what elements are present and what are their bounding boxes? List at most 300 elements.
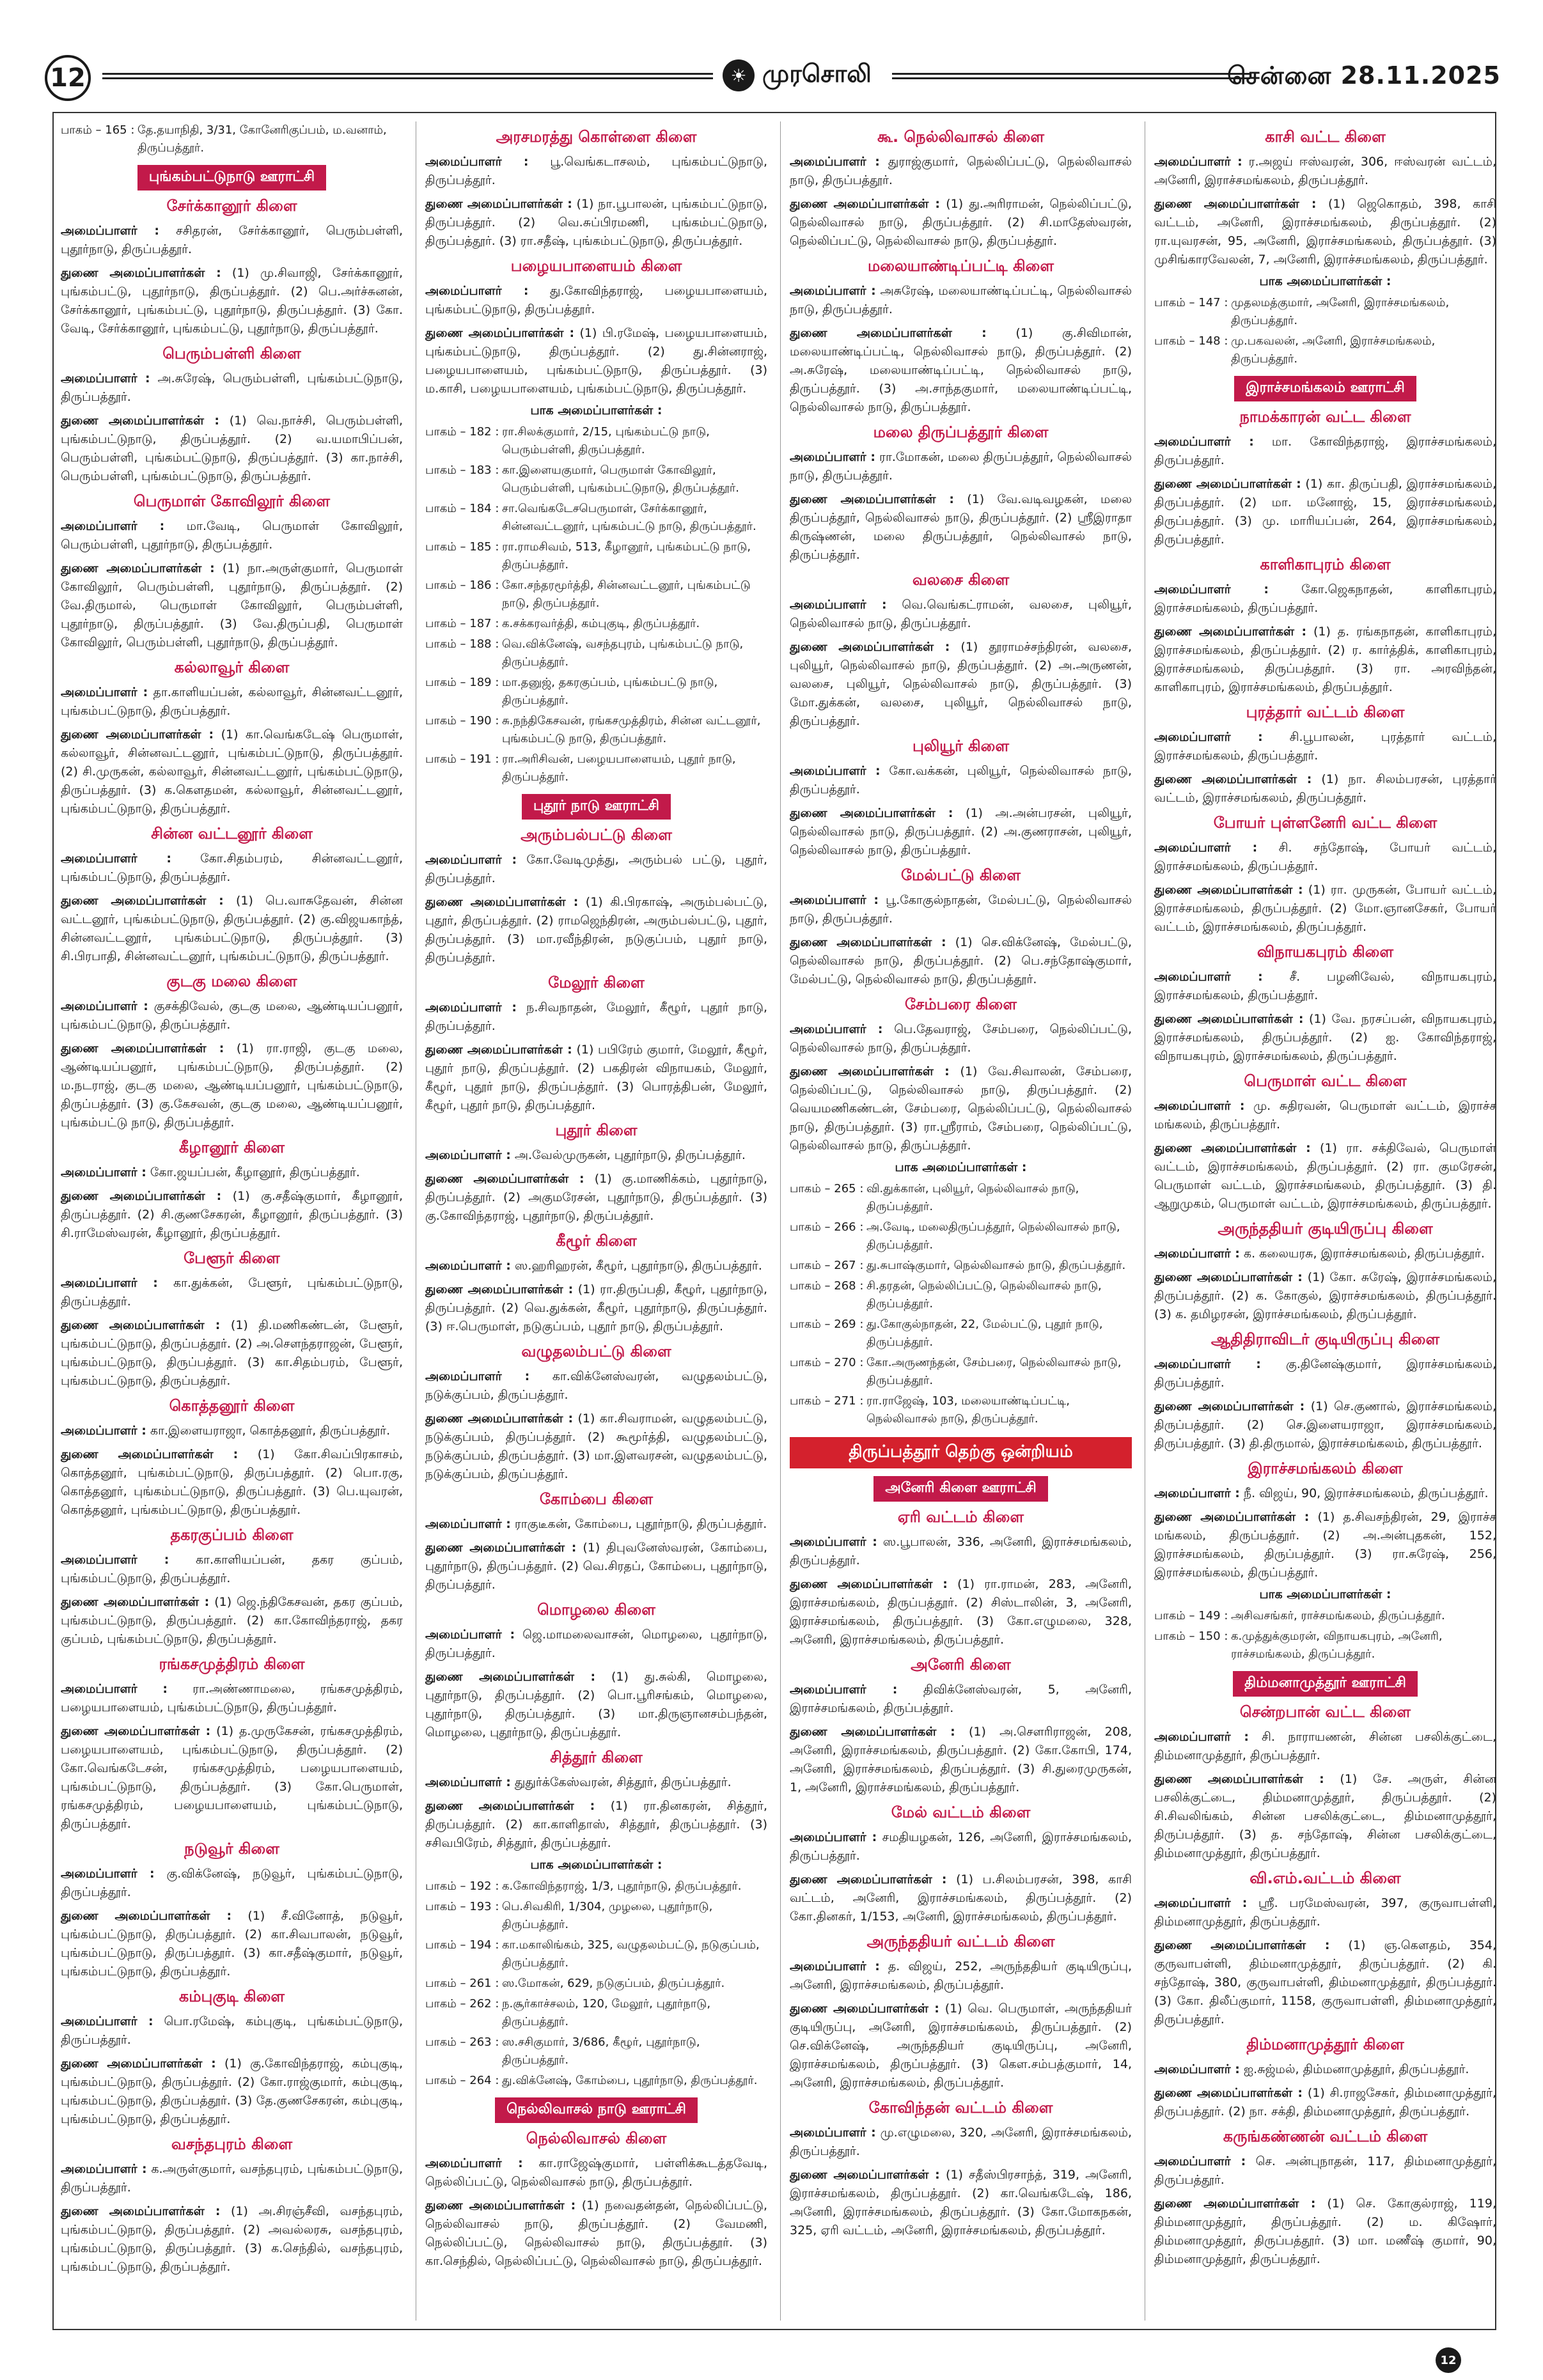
- office-bearer-entry: [1154, 1484, 1496, 1503]
- member-details: (1) அ.சௌரிராஜன், 208, அனேரி, இராச்சமங்கலம், திருப்பத்தூர். (2) கோ.கோபி, 174, அனேரி, இராச்சமங்கலம், திருப்பத்தூர். (3) சி.துரைமுருகன், 1, அனேரி, இராச்சமங்கலம், திருப்பத்தூர்.: [790, 1725, 1132, 1794]
- office-bearer-entry: [790, 153, 1132, 190]
- office-bearer-entry: [61, 559, 403, 652]
- booth-entry: [1154, 1628, 1496, 1663]
- office-bearer-entry: [790, 891, 1132, 928]
- booth-agent-details: கா.இளையகுமார், பெருமாள் கோவிலூர், பெரும்பள்ளி, புங்கம்பட்டுநாடு, திருப்பத்தூர்.: [502, 463, 739, 495]
- office-bearer-entry: [61, 1445, 403, 1520]
- member-details: ரா.மோகன், மலை திருப்பத்தூர், நெல்லிவாசல் நாடு, திருப்பத்தூர்.: [790, 450, 1132, 483]
- office-bearer-entry: [425, 1797, 767, 1853]
- branch-title: அனேரி கிளை: [911, 1656, 1011, 1674]
- office-bearer-entry: [61, 1422, 403, 1440]
- office-bearer-entry: [425, 324, 767, 398]
- office-bearer-entry: [790, 195, 1132, 251]
- branch-title: நாமக்காரன் வட்ட கிளை: [1239, 408, 1411, 426]
- role-label: அமைப்பாளர் :: [425, 1369, 530, 1383]
- office-bearer-entry: [1154, 1268, 1496, 1324]
- role-label: அமைப்பாளர் :: [61, 852, 171, 866]
- booth-number: பாகம் – 191 :: [425, 752, 499, 766]
- office-bearer-entry: [1154, 1397, 1496, 1453]
- member-details: ஜெ.மாமலைவாசன், மொழலை, புதூர்நாடு, திருப்பத்தூர்.: [425, 1628, 767, 1660]
- booth-number: பாகம் – 190 :: [425, 714, 499, 727]
- member-details: (1) பி.ரமேஷ், பழையபாளையம், புங்கம்பட்டுநாடு, திருப்பத்தூர். (2) து.சின்னராஜ், பழையபாளையம், புங்கம்பட்டுநாடு, திருப்பத்தூர். (3) ம.காசி, பழையபாளையம், புங்கம்பட்டுநாடு, திருப்பத்தூர்.: [425, 326, 767, 396]
- role-label: அமைப்பாளர் :: [61, 1276, 158, 1290]
- booth-number: பாகம் – 186 :: [425, 579, 499, 592]
- office-bearer-entry: [425, 2197, 767, 2271]
- role-label: துணை அமைப்பாளர்கள் :: [425, 895, 579, 909]
- role-label: துணை அமைப்பாளர்கள் :: [61, 1724, 211, 1738]
- branch-title: சென்றபான் வட்ட கிளை: [1239, 1703, 1411, 1721]
- rising-sun-logo-icon: ☀: [723, 59, 755, 91]
- booth-entry: [425, 538, 767, 574]
- role-label: அமைப்பாளர் :: [425, 1148, 511, 1162]
- office-bearer-entry: [61, 1274, 403, 1311]
- office-bearer-entry: [790, 762, 1132, 799]
- role-label: அமைப்பாளர் :: [1154, 435, 1254, 449]
- member-details: (1) அ.அன்பரசன், புலியூர், நெல்லிவாசல் நாடு, திருப்பத்தூர். (2) அ.குணராசன், புலியூர், நெல்லிவாசல் நாடு, திருப்பத்தூர்.: [790, 806, 1132, 857]
- role-label: துணை அமைப்பாளர்கள் :: [61, 894, 224, 908]
- office-bearer-entry: [425, 1041, 767, 1115]
- office-bearer-entry: [1154, 881, 1496, 937]
- office-bearer-entry: [790, 638, 1132, 731]
- member-details: (1) திபுவனேஸ்வரன், கோம்பை, புதூர்நாடு, திருப்பத்தூர். (2) வெ.சிரதப், கோம்பை, புதூர்நாடு, திருப்பத்தூர்.: [425, 1541, 767, 1592]
- booth-number: பாகம் – 185 :: [425, 540, 499, 554]
- booth-agent-details: க.முத்துக்குமரன், விநாயகபுரம், அனேரி, ராச்சமங்கலம், திருப்பத்தூர்.: [1231, 1629, 1443, 1661]
- booth-agent-details: மா.தனுஜ், தகரகுப்பம், புங்கம்பட்டு நாடு, திருப்பத்தூர்.: [502, 676, 718, 707]
- office-bearer-entry: [790, 1871, 1132, 1926]
- branch-title: புதூர் கிளை: [555, 1121, 638, 1139]
- member-details: ஸ.பூபாலன், 336, அனேரி, இராச்சமங்கலம், திருப்பத்தூர்.: [790, 1535, 1132, 1567]
- branch-title: ரங்கசமுத்திரம் கிளை: [159, 1655, 305, 1673]
- branch-title: பெருமாள் வட்ட கிளை: [1244, 1072, 1407, 1090]
- branch-title: நெல்லிவாசல் கிளை: [526, 2129, 667, 2147]
- branch-title: விநாயகபுரம் கிளை: [1257, 943, 1394, 961]
- role-label: அமைப்பாளர் :: [61, 519, 165, 533]
- member-details: (1) கு.கோவிந்தராஜ், கம்புகுடி, புங்கம்பட்டுநாடு, திருப்பத்தூர். (2) கோ.ராஜ்குமார், கம்புகுடி, புங்கம்பட்டுநாடு, திருப்பத்தூர். (3) தே.குணசேகரன், கம்புகுடி, புங்கம்பட்டுநாடு, திருப்பத்தூர்.: [61, 2057, 403, 2126]
- booth-agent-details: ஸ.மோகன், 629, நடுகுப்பம், திருப்பத்தூர்.: [502, 1977, 725, 1990]
- booth-agent-details: கோ.சந்தரமூர்த்தி, சின்னவட்டனூர், புங்கம்பட்டு நாடு, திருப்பத்தூர்.: [502, 579, 751, 610]
- office-bearer-entry: [425, 851, 767, 888]
- role-label: அமைப்பாளர் :: [790, 2126, 876, 2140]
- branch-title: கருங்கண்ணன் வட்டம் கிளை: [1223, 2127, 1428, 2145]
- role-label: அமைப்பாளர் :: [1154, 841, 1258, 855]
- member-details: கா.விக்னேஸ்வரன், வழுதலம்பட்டு, நடுக்குப்பம், திருப்பத்தூர்.: [425, 1369, 767, 1402]
- booth-entry: [425, 577, 767, 612]
- booth-number: பாகம் – 187 :: [425, 617, 499, 630]
- member-details: அசுரேஷ், மலையாண்டிப்பட்டி, நெல்லிவாசல் நாடு, திருப்பத்தூர்.: [790, 284, 1132, 316]
- role-label: அமைப்பாளர் :: [1154, 730, 1263, 744]
- member-details: கா.துக்கன், பேளூர், புங்கம்பட்டுநாடு, திருப்பத்தூர்.: [61, 1276, 403, 1309]
- member-details: சி. சந்தோஷ், போயர் வட்டம், இராச்சமங்கலம், திருப்பத்தூர்.: [1154, 841, 1496, 873]
- role-label: துணை அமைப்பாளர்கள் :: [61, 1318, 221, 1332]
- role-label: அமைப்பாளர் :: [425, 1628, 515, 1642]
- branch-title: மலை திருப்பத்தூர் கிளை: [873, 423, 1049, 441]
- branch-title: கொத்தனூர் கிளை: [169, 1397, 295, 1415]
- office-bearer-entry: [61, 997, 403, 1034]
- booth-agent-details: து.விக்னேஷ், கோம்பை, புதூர்நாடு, திருப்பத்தூர்.: [502, 2074, 758, 2087]
- booth-agents-heading: பாக அமைப்பாளர்கள் :: [1259, 1587, 1391, 1601]
- role-label: துணை அமைப்பாளர்கள் :: [790, 197, 940, 211]
- role-label: அமைப்பாளர் :: [1154, 155, 1242, 169]
- booth-entry: [425, 615, 767, 633]
- branch-title: சேம்பரை கிளை: [905, 995, 1017, 1013]
- booth-entry: [425, 1898, 767, 1934]
- member-details: ஸ.ஹரிஹரன், கீழூர், புதூர்நாடு, திருப்பத்தூர்.: [514, 1259, 762, 1273]
- role-label: துணை அமைப்பாளர்கள் :: [1154, 2086, 1303, 2100]
- column-2: [425, 121, 767, 2321]
- branch-title: கல்லாவூர் கிளை: [174, 658, 290, 676]
- office-bearer-entry: [1154, 1728, 1496, 1765]
- page-header: [45, 52, 1501, 97]
- role-label: துணை அமைப்பாளர்கள் :: [1154, 1510, 1310, 1524]
- booth-number: பாகம் – 262 :: [425, 1997, 499, 2011]
- booth-entry: [425, 712, 767, 748]
- member-details: (1) நா.பூபாலன், புங்கம்பட்டுநாடு, திருப்பத்தூர். (2) வெ.சுப்பிரமணி, புங்கம்பட்டுநாடு, திருப்பத்தூர். (3) ரா.சதீஷ், புங்கம்பட்டுநாடு, திருப்பத்தூர்.: [425, 197, 767, 248]
- booth-number: பாகம் – 184 :: [425, 502, 499, 515]
- member-details: (1) கி.பிரகாஷ், அரும்பல்பட்டு, புதூர், திருப்பத்தூர். (2) ராமஜெந்திரன், அரும்பல்பட்டு, புதூர், திருப்பத்தூர். (3) மா.ரவீந்திரன், நடுகுப்பம், புதூர் நாடு, திருப்பத்தூர்.: [425, 895, 767, 965]
- member-details: கோ.ஜயப்பன், கீழானூர், திருப்பத்தூர்.: [150, 1165, 360, 1179]
- member-details: (1) சே. அருள், சின்ன பசலிக்குட்டை, திம்மனாமுத்தூர், திருப்பத்தூர். (2) சி.சிவலிங்கம், சின்ன பசலிக்குட்டை, திம்மனாமுத்தூர், திருப்பத்தூர். (3) த. சந்தோஷ், சின்ன பசலிக்குட்டை, திம்மனாமுத்தூர், திருப்பத்தூர்.: [1154, 1772, 1496, 1860]
- member-details: (1) சதீஸ்பிரசாந்த், 319, அனேரி, இராச்சமங்கலம், திருப்பத்தூர். (2) கா.வெங்கடேஷ், 186, அனேரி, இராச்சமங்கலம், திருப்பத்தூர். (3) கோ.மோகநகன், 325, ஏரி வட்டம், அனேரி, இராச்சமங்கலம், திருப்பத்தூர்.: [790, 2168, 1132, 2237]
- member-details: ர.அஜய் ஈஸ்வரன், 306, ஈஸ்வரன் வட்டம், அனேரி, இராச்சமங்கலம், திருப்பத்தூர்.: [1154, 155, 1496, 187]
- branch-title: பெரும்பள்ளி கிளை: [162, 345, 301, 362]
- branch-title: மேலூர் கிளை: [548, 974, 645, 992]
- office-bearer-entry: [61, 517, 403, 554]
- booth-agent-details: ஸ.சசிகுமார், 3/686, கீழூர், புதூர்நாடு, திருப்பத்தூர்.: [502, 2035, 700, 2067]
- role-label: அமைப்பாளர் :: [790, 893, 879, 907]
- header-rule-right: [892, 73, 1250, 79]
- panchayat-banner: புங்கம்பட்டுநாடு ஊராட்சி: [137, 165, 326, 191]
- office-bearer-entry: [790, 596, 1132, 633]
- branch-title: வலசை கிளை: [912, 571, 1010, 589]
- member-details: (1) வே. நரசப்பன், விநாயகபுரம், இராச்சமங்கலம், திருப்பத்தூர். (2) ஐ. கோவிந்தராஜ், விநாயகபுரம், இராச்சமங்கலம், திருப்பத்தூர்.: [1154, 1012, 1496, 1063]
- column-3: [790, 121, 1132, 2321]
- member-details: நீ. விஜய், 90, இராச்சமங்கலம், திருப்பத்தூர்.: [1243, 1486, 1489, 1500]
- booth-agent-details: ந.சூர்காச்சலம், 120, மேலூர், புதூர்நாடு, திருப்பத்தூர்.: [502, 1997, 711, 2028]
- member-details: (1) த.சிவசந்திரன், 29, இராச்ச மங்கலம், திருப்பத்தூர். (2) அ.அன்புதகன், 152, இராச்சமங்கலம், திருப்பத்தூர். (3) ரா.சுரேஷ், 256, இராச்சமங்கலம், திருப்பத்தூர்.: [1154, 1510, 1496, 1580]
- branch-title: திம்மனாமுத்தூர் கிளை: [1246, 2035, 1404, 2053]
- office-bearer-entry: [61, 892, 403, 966]
- branch-title: காசி வட்ட கிளை: [1265, 128, 1386, 146]
- booth-agent-details: சு.நந்திகேசவன், ரங்கசமுத்திரம், சின்ன வட்டனூர், புங்கம்பட்டு நாடு, திருப்பத்தூர்.: [502, 714, 761, 745]
- booth-entry: [790, 1180, 1132, 1216]
- office-bearer-entry: [425, 1668, 767, 1742]
- role-label: அமைப்பாளர் :: [790, 1022, 883, 1036]
- booth-agent-details: சி.தரதன், நெல்லிப்பட்டு, நெல்லிவாசல் நாடு, திருப்பத்தூர்.: [866, 1279, 1102, 1311]
- branch-title: கோம்பை கிளை: [539, 1490, 654, 1508]
- member-details: சசிதரன், சேர்க்கானூர், பெரும்பள்ளி, புதூர்நாடு, திருப்பத்தூர்.: [61, 224, 403, 256]
- paper-name: முரசொலி: [762, 59, 872, 88]
- booth-entry: [425, 1995, 767, 2031]
- booth-agent-details: ரா.அரிசிவன், பழையபாளையம், புதூர் நாடு, திருப்பத்தூர்.: [502, 752, 736, 784]
- role-label: அமைப்பாளர் :: [61, 685, 148, 699]
- office-bearer-entry: [1154, 728, 1496, 765]
- booth-number: பாகம் – 189 :: [425, 676, 499, 689]
- booth-number: பாகம் – 149 :: [1154, 1609, 1228, 1622]
- member-details: (1) ரா.திருப்பதி, கீழூர், புதூர்நாடு, திருப்பத்தூர். (2) வெ.துக்கன், கீழூர், புதூர்நாடு, திருப்பத்தூர். (3) ஈ.பெருமாள், நடுகுப்பம், புதூர் நாடு, திருப்பத்தூர்.: [425, 1282, 767, 1334]
- role-label: துணை அமைப்பாளர்கள் :: [61, 266, 221, 280]
- member-details: (1) ரா. சக்திவேல், பெருமாள் வட்டம், இராச்சமங்கலம், திருப்பத்தூர். (2) ரா. குமரேசன், பெருமாள் வட்டம், இராச்சமங்கலம், திருப்பத்தூர். (3) தி. ஆறுமுகம், பெருமாள் வட்டம், இராச்சமங்கலம், திருப்பத்தூர்.: [1154, 1141, 1496, 1211]
- role-label: அமைப்பாளர் :: [61, 1553, 169, 1567]
- role-label: துணை அமைப்பாளர்கள் :: [1154, 1270, 1303, 1284]
- role-label: துணை அமைப்பாளர்கள் :: [1154, 477, 1301, 491]
- role-label: அமைப்பாளர் :: [425, 1517, 511, 1531]
- member-details: த. விஜய், 252, அருந்ததியர் குடியிருப்பு, அனேரி, இராச்சமங்கலம், திருப்பத்தூர்.: [790, 1959, 1132, 1992]
- office-bearer-entry: [61, 683, 403, 720]
- member-details: ஸ்ரீ. பரமேஸ்வரன், 397, குருவாபள்ளி, திம்மனாமுத்தூர், திருப்பத்தூர்.: [1154, 1896, 1496, 1929]
- branch-title: சித்தூர் கிளை: [550, 1748, 643, 1766]
- office-bearer-entry: [790, 2124, 1132, 2161]
- booth-entry: [790, 1277, 1132, 1313]
- member-details: (1) து.அரிராமன், நெல்லிப்பட்டு, நெல்லிவாசல் நாடு, திருப்பத்தூர். (2) சி.மாதேஸ்வரன், நெல்லிப்பட்டு, நெல்லிவாசல் நாடு, திருப்பத்தூர்.: [790, 197, 1132, 248]
- office-bearer-entry: [790, 1020, 1132, 1057]
- booth-agent-details: அ.வேடி, மலைதிருப்பத்தூர், நெல்லிவாசல் நாடு, திருப்பத்தூர்.: [866, 1220, 1120, 1252]
- member-details: செ. அன்புநாதன், 117, திம்மனாமுத்தூர், திருப்பத்தூர்.: [1154, 2154, 1496, 2187]
- date-line: சென்னை 28.11.2025: [1227, 61, 1501, 89]
- office-bearer-entry: [61, 1039, 403, 1132]
- office-bearer-entry: [425, 153, 767, 190]
- booth-entry: [1154, 294, 1496, 330]
- role-label: துணை அமைப்பாளர்கள் :: [61, 1595, 210, 1609]
- member-details: கா.ராஜேஷ்குமார், பள்ளிக்கூடத்தவேடி, நெல்லிப்பட்டு, நெல்லிவாசல் நாடு, திருப்பத்தூர்.: [425, 2156, 767, 2189]
- member-details: (1) ஞ.கௌதம், 354, குருவாபள்ளி, திம்மனாமுத்தூர், திருப்பத்தூர். (2) கி. சந்தோஷ், 380, குருவாபள்ளி, திம்மனாமுத்தூர், திருப்பத்தூர். (3) கோ. திலீப்குமார், 1158, குருவாபள்ளி, திம்மனாமுத்தூர், திருப்பத்தூர்.: [1154, 1938, 1496, 2026]
- member-details: (1) து.சுல்கி, மொழலை, புதூர்நாடு, திருப்பத்தூர். (2) பொ.பூரிசங்கம், மொழலை, புதூர்நாடு, திருப்பத்தூர். (3) மா.திருஞானசம்பந்தன், மொழலை, புதூர்நாடு, திருப்பத்தூர்.: [425, 1670, 767, 1739]
- booth-agent-details: து.சுபாஷ்குமார், நெல்லிவாசல் நாடு, திருப்பத்தூர்.: [866, 1259, 1126, 1272]
- booth-number: பாகம் – 271 :: [790, 1394, 864, 1408]
- booth-agent-details: மு.பகவலன், அனேரி, இராச்சமங்கலம், திருப்பத்தூர்.: [1231, 334, 1436, 366]
- member-details: (1) கு.மாணிக்கம், புதூர்நாடு, திருப்பத்தூர். (2) அகுமரேசன், புதூர்நாடு, திருப்பத்தூர். (3) கு.கோவிந்தராஜ், புதூர்நாடு, திருப்பத்தூர்.: [425, 1172, 767, 1223]
- member-details: து.கோவிந்தராஜ், பழையபாளையம், புங்கம்பட்டுநாடு, திருப்பத்தூர்.: [425, 284, 767, 316]
- branch-title: காளிகாபுரம் கிளை: [1260, 556, 1391, 573]
- role-label: துணை அமைப்பாளர்கள் :: [1154, 772, 1312, 786]
- booth-number: பாகம் – 261 :: [425, 1977, 499, 1990]
- booth-number: பாகம் – 150 :: [1154, 1629, 1228, 1643]
- member-details: க.அருள்குமார், வசந்தபுரம், புங்கம்பட்டுநாடு, திருப்பத்தூர்.: [61, 2162, 403, 2195]
- panchayat-banner: அனேரி கிளை ஊராட்சி: [873, 1476, 1048, 1502]
- booth-entry: [1154, 332, 1496, 368]
- role-label: அமைப்பாளர் :: [790, 1830, 877, 1844]
- role-label: அமைப்பாளர் :: [790, 1535, 877, 1549]
- member-details: (1) சி.ராஜசேகர், திம்மனாமுத்தூர், திருப்பத்தூர். (2) நா. சக்தி, திம்மனாமுத்தூர், திருப்பத்தூர்.: [1154, 2086, 1496, 2119]
- role-label: துணை அமைப்பாளர்கள் :: [61, 1447, 239, 1461]
- office-bearer-entry: [425, 2154, 767, 2191]
- office-bearer-entry: [425, 1146, 767, 1165]
- booth-number: பாகம் – 267 :: [790, 1259, 864, 1272]
- member-details: ந.சிவநாதன், மேலூர், கீழூர், புதூர் நாடு, திருப்பத்தூர்.: [425, 1000, 767, 1033]
- booth-number: பாகம் – 264 :: [425, 2074, 499, 2087]
- booth-number: பாகம் – 182 :: [425, 425, 499, 439]
- booth-agent-details: ரா.ராமசிவம், 513, கீழானூர், புங்கம்பட்டு நாடு, திருப்பத்தூர்.: [502, 540, 751, 572]
- member-details: அ.வேல்முருகன், புதூர்நாடு, திருப்பத்தூர்.: [514, 1148, 746, 1162]
- office-bearer-entry: [1154, 153, 1496, 190]
- member-details: (1) நா.அருள்குமார், பெருமாள் கோவிலூர், பெரும்பள்ளி, புதூர்நாடு, திருப்பத்தூர். (2) வே.திருமால், பெருமாள் கோவிலூர், பெரும்பள்ளி, புதூர்நாடு, திருப்பத்தூர். (3) வே.திருப்பதி, பெருமாள் கோவிலூர், பெரும்பள்ளி, புதூர்நாடு, திருப்பத்தூர்.: [61, 561, 403, 649]
- role-label: துணை அமைப்பாளர்கள் :: [1154, 1399, 1305, 1413]
- role-label: துணை அமைப்பாளர்கள் :: [61, 414, 219, 428]
- member-details: (1) ப.சிலம்பரசன், 398, காசி வட்டம், அனேரி, இராச்சமங்கலம், திருப்பத்தூர். (2) கோ.தினகர், 1/153, அனேரி, இராச்சமங்கலம், திருப்பத்தூர்.: [790, 1872, 1132, 1924]
- role-label: துணை அமைப்பாளர்கள் :: [1154, 2197, 1316, 2211]
- branch-title: பழையபாளையம் கிளை: [510, 257, 682, 275]
- booth-entry: [425, 751, 767, 786]
- role-label: அமைப்பாளர் :: [1154, 1357, 1261, 1371]
- role-label: அமைப்பாளர் :: [61, 1424, 146, 1438]
- office-bearer-entry: [61, 264, 403, 338]
- role-label: அமைப்பாளர் :: [1154, 970, 1263, 984]
- role-label: அமைப்பாளர் :: [790, 598, 887, 612]
- branch-title: அருந்ததியர் வட்டம் கிளை: [866, 1933, 1055, 1950]
- member-details: (1) த.முருகேசன், ரங்கசமுத்திரம், பழையபாளையம், புங்கம்பட்டுநாடு, திருப்பத்தூர். (2) கோ.வெங்கடேசன், ரங்கசமுத்திரம், பழையபாளையம், புங்கம்பட்டுநாடு, திருப்பத்தூர். (3) கோ.பெருமாள், ரங்கசமுத்திரம், பழையபாளையம், புங்கம்பட்டுநாடு, திருப்பத்தூர்.: [61, 1724, 403, 1831]
- role-label: துணை அமைப்பாளர்கள் :: [61, 727, 214, 742]
- booth-entry: [425, 635, 767, 671]
- booth-agent-details: கா.மகாலிங்கம், 325, வழுதலம்பட்டு, நடுகுப்பம், திருப்பத்தூர்.: [502, 1938, 760, 1970]
- role-label: அமைப்பாளர் :: [425, 1000, 517, 1015]
- office-bearer-entry: [425, 1367, 767, 1404]
- role-label: துணை அமைப்பாளர்கள் :: [1154, 625, 1307, 639]
- office-bearer-entry: [1154, 1936, 1496, 2029]
- booth-number: பாகம் – 165 :: [61, 123, 135, 137]
- branch-title: சேர்க்கானூர் கிளை: [166, 197, 297, 215]
- member-details: மு. சுதிரவன், பெருமாள் வட்டம், இராச்ச மங்கலம், திருப்பத்தூர்.: [1154, 1099, 1496, 1132]
- member-details: மு.எழுமலை, 320, அனேரி, இராச்சமங்கலம், திருப்பத்தூர்.: [790, 2126, 1132, 2158]
- branch-title: புரத்தார் வட்டம் கிளை: [1246, 703, 1405, 721]
- page-number-badge: 12: [45, 55, 91, 101]
- member-details: (1) கோ.சிவப்பிரகாசம், கொத்தனூர், புங்கம்பட்டுநாடு, திருப்பத்தூர். (2) பொ.ரகு, கொத்தனூர், புங்கம்பட்டுநாடு, திருப்பத்தூர். (3) பெ.யுவரன், கொத்தனூர், புங்கம்பட்டுநாடு, திருப்பத்தூர்.: [61, 1447, 403, 1517]
- office-bearer-entry: [425, 1626, 767, 1663]
- role-label: துணை அமைப்பாளர்கள் :: [790, 1725, 955, 1739]
- member-details: கு.விக்னேஷ், நடுவூர், புங்கம்பட்டுநாடு, திருப்பத்தூர்.: [61, 1867, 403, 1899]
- branch-title: இராச்சமங்கலம் கிளை: [1248, 1459, 1403, 1477]
- member-details: (1) தி.மணிகண்டன், பேளூர், புங்கம்பட்டுநாடு, திருப்பத்தூர். (2) அ.சௌந்தராஜன், பேளூர், புங்கம்பட்டுநாடு, திருப்பத்தூர். (3) கா.சிதம்பரம், பேளூர், புங்கம்பட்டுநாடு, திருப்பத்தூர்.: [61, 1318, 403, 1388]
- office-bearer-entry: [425, 1257, 767, 1275]
- panchayat-banner: நெல்லிவாசல் நாடு ஊராட்சி: [495, 2097, 698, 2123]
- branch-title: அரசமரத்து கொள்ளை கிளை: [496, 128, 697, 146]
- role-label: துணை அமைப்பாளர்கள் :: [790, 935, 946, 949]
- member-details: கா.இளையராஜா, கொத்தனூர், திருப்பத்தூர்.: [150, 1424, 391, 1438]
- office-bearer-entry: [790, 1957, 1132, 1995]
- office-bearer-entry: [1154, 1355, 1496, 1392]
- office-bearer-entry: [61, 726, 403, 818]
- panchayat-banner: புதூர் நாடு ஊராட்சி: [522, 794, 671, 820]
- member-details: பொ.ரமேஷ், கம்புகுடி, புங்கம்பட்டுநாடு, திருப்பத்தூர்.: [61, 2014, 403, 2047]
- branch-title: பேளூர் கிளை: [184, 1249, 280, 1267]
- booth-entry: [425, 1975, 767, 1993]
- masthead: [723, 56, 882, 95]
- role-label: துணை அமைப்பாளர்கள் :: [1154, 1141, 1311, 1155]
- booth-number: பாகம் – 268 :: [790, 1279, 864, 1293]
- booth-agent-details: தே.தயாநிதி, 3/31, கோனேரிகுப்பம், ம.வனாம், திருப்பத்தூர்.: [137, 123, 387, 155]
- role-label: அமைப்பாளர் :: [790, 450, 875, 464]
- office-bearer-entry: [790, 933, 1132, 989]
- role-label: அமைப்பாளர் :: [61, 1867, 155, 1881]
- role-label: அமைப்பாளர் :: [1154, 2154, 1246, 2168]
- footer-page-number: 12: [1436, 2347, 1461, 2373]
- role-label: அமைப்பாளர் :: [425, 155, 529, 169]
- member-details: (1) ஜெ.ந்திகேசவன், தகர குப்பம், புங்கம்பட்டுநாடு, திருப்பத்தூர். (2) கா.கோவிந்தராஜ், தகர குப்பம், புங்கம்பட்டுநாடு, திருப்பத்தூர்.: [61, 1595, 403, 1646]
- branch-title: கீழூர் கிளை: [556, 1232, 637, 1250]
- header-rule-left: [102, 73, 713, 79]
- office-bearer-entry: [790, 1828, 1132, 1865]
- role-label: துணை அமைப்பாளர்கள் :: [61, 1189, 222, 1203]
- booth-agent-details: வி.துக்கான், புலியூர், நெல்லிவாசல் நாடு, திருப்பத்தூர்.: [866, 1182, 1079, 1213]
- member-details: (1) வே.வடிவழகன், மலை திருப்பத்தூர், நெல்லிவாசல் நாடு, திருப்பத்தூர். (2) ஸ்ரீஇராதா கிருஷ்ணன், மலை திருப்பத்தூர், நெல்லிவாசல் நாடு, திருப்பத்தூர்.: [790, 492, 1132, 562]
- member-details: (1) அ.சிரஞ்சீவி, வசந்தபுரம், புங்கம்பட்டுநாடு, திருப்பத்தூர். (2) அவல்லரசு, வசந்தபுரம், புங்கம்பட்டுநாடு, திருப்பத்தூர். (3) க.செந்தில், வசந்தபுரம், புங்கம்பட்டுநாடு, திருப்பத்தூர்.: [61, 2204, 403, 2274]
- branch-title: கூ. நெல்லிவாசல் கிளை: [877, 128, 1045, 146]
- role-label: அமைப்பாளர் :: [61, 2162, 147, 2176]
- branch-title: குடகு மலை கிளை: [166, 972, 297, 990]
- role-label: துணை அமைப்பாளர்கள் :: [61, 2057, 216, 2071]
- booth-number: பாகம் – 266 :: [790, 1220, 864, 1234]
- role-label: துணை அமைப்பாளர்கள் :: [790, 1064, 950, 1078]
- office-bearer-entry: [1154, 2060, 1496, 2079]
- branch-title: வி.எம்.வட்டம் கிளை: [1249, 1869, 1401, 1887]
- member-details: கா.காளியப்பன், தகர குப்பம், புங்கம்பட்டுநாடு, திருப்பத்தூர்.: [61, 1553, 403, 1585]
- panchayat-banner: திம்மனாமுத்தூர் ஊராட்சி: [1233, 1671, 1418, 1697]
- booth-number: பாகம் – 148 :: [1154, 334, 1228, 348]
- booth-agents-heading: பாக அமைப்பாளர்கள் :: [530, 1858, 662, 1872]
- role-label: துணை அமைப்பாளர்கள் :: [790, 326, 987, 340]
- branch-title: மலையாண்டிப்பட்டி கிளை: [867, 257, 1054, 275]
- role-label: துணை அமைப்பாளர்கள் :: [790, 492, 954, 506]
- role-label: துணை அமைப்பாளர்கள் :: [61, 1909, 232, 1923]
- booth-entry: [425, 423, 767, 459]
- member-details: சி. நாராயணன், சின்ன பசலிக்குட்டை, திம்மனாமுத்தூர், திருப்பத்தூர்.: [1154, 1730, 1496, 1762]
- role-label: துணை அமைப்பாளர்கள் :: [790, 806, 953, 820]
- member-details: (1) பபிரேம் குமார், மேலூர், கீழூர், புதூர் நாடு, திருப்பத்தூர். (2) பகதிரன் விநாயகம், மேலூர், கீழூர், புதூர் நாடு, திருப்பத்தூர். (3) பொரத்திபன், மேலூர், கீழூர், புதூர் நாடு, திருப்பத்தூர்.: [425, 1043, 767, 1112]
- role-label: அமைப்பாளர் :: [1154, 1247, 1240, 1261]
- role-label: துணை அமைப்பாளர்கள் :: [790, 2168, 940, 2182]
- role-label: அமைப்பாளர் :: [425, 1259, 511, 1273]
- booth-entry: [425, 674, 767, 710]
- branch-title: மொழலை கிளை: [537, 1601, 655, 1619]
- branch-title: சின்ன வட்டனூர் கிளை: [151, 825, 313, 843]
- role-label: அமைப்பாளர் :: [790, 764, 881, 778]
- branch-title: மேல்பட்டு கிளை: [900, 866, 1021, 884]
- booth-number: பாகம் – 194 :: [425, 1938, 499, 1952]
- office-bearer-entry: [790, 2166, 1132, 2240]
- office-bearer-entry: [61, 2160, 403, 2197]
- member-details: (1) த. ரங்கநாதன், காளிகாபுரம், இராச்சமங்கலம், திருப்பத்தூர். (2) ர. கார்த்திக், காளிகாபுரம், இராச்சமங்கலம், திருப்பத்தூர். (3) ரா. அரவிந்தன், காளிகாபுரம், இராச்சமங்கலம், திருப்பத்தூர்.: [1154, 625, 1496, 694]
- role-label: அமைப்பாளர் :: [790, 284, 876, 298]
- booth-entry: [790, 1218, 1132, 1254]
- booth-agent-details: க.கோவிந்தராஜ், 1/3, புதூர்நாடு, திருப்பத்தூர்.: [502, 1879, 742, 1893]
- role-label: துணை அமைப்பாளர்கள் :: [425, 197, 572, 211]
- member-details: தா.காளியப்பன், கல்லாவூர், சின்னவட்டனூர், புங்கம்பட்டுநாடு, திருப்பத்தூர்.: [61, 685, 403, 718]
- office-bearer-entry: [425, 999, 767, 1036]
- office-bearer-entry: [790, 804, 1132, 860]
- role-label: துணை அமைப்பாளர்கள் :: [425, 1670, 596, 1684]
- office-bearer-entry: [61, 1907, 403, 1981]
- office-bearer-entry: [61, 1551, 403, 1588]
- booth-number: பாகம் – 192 :: [425, 1879, 499, 1893]
- member-details: (1) கு.சிவிமான், மலையாண்டிப்பட்டி, நெல்லிவாசல் நாடு, திருப்பத்தூர். (2) அ.சுரேஷ், மலையாண்டிப்பட்டி, நெல்லிவாசல் நாடு, திருப்பத்தூர். (3) அ.சாந்தகுமார், மலையாண்டிப்பட்டி, நெல்லிவாசல் நாடு, திருப்பத்தூர்.: [790, 326, 1132, 414]
- office-bearer-entry: [1154, 1245, 1496, 1263]
- role-label: துணை அமைப்பாளர்கள் :: [425, 1172, 584, 1186]
- office-bearer-entry: [61, 1163, 403, 1182]
- office-bearer-entry: [61, 1593, 403, 1649]
- booth-entry: [790, 1316, 1132, 1351]
- office-bearer-entry: [425, 1515, 767, 1534]
- role-label: அமைப்பாளர் :: [425, 853, 517, 867]
- office-bearer-entry: [790, 1062, 1132, 1155]
- office-bearer-entry: [425, 1280, 767, 1336]
- booth-number: பாகம் – 188 :: [425, 637, 499, 651]
- office-bearer-entry: [1154, 2195, 1496, 2269]
- booth-number: பாகம் – 270 :: [790, 1356, 864, 1369]
- booth-entry: [425, 1878, 767, 1895]
- office-bearer-entry: [790, 1533, 1132, 1570]
- office-bearer-entry: [790, 1681, 1132, 1718]
- booth-agent-details: பெ.சிவகிரி, 1/304, முழலை, புதூர்நாடு, திருப்பத்தூர்.: [502, 1900, 713, 1931]
- member-details: (1) ரா.ராஜி, குடகு மலை, ஆண்டியப்பனூர், புங்கம்பட்டுநாடு, திருப்பத்தூர். (2) ம.நடராஜ், குடகு மலை, ஆண்டியப்பனூர், புங்கம்பட்டுநாடு, திருப்பத்தூர். (3) கு.கேசவன், குடகு மலை, ஆண்டியப்பனூர், புங்கம்பட்டு நாடு, திருப்பத்தூர்.: [61, 1041, 403, 1130]
- office-bearer-entry: [1154, 2084, 1496, 2121]
